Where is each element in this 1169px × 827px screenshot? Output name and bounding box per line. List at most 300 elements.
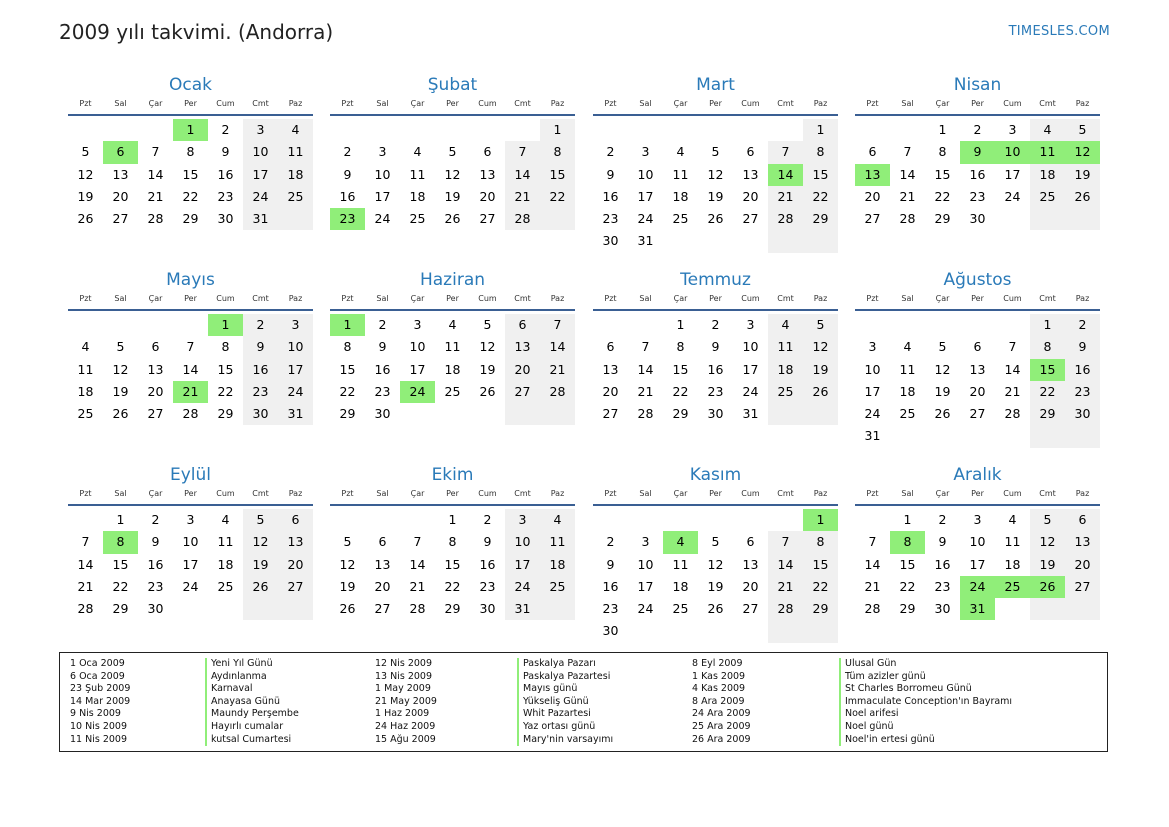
empty-cell — [1030, 598, 1065, 620]
weekday-label: Cum — [478, 489, 497, 498]
day-cell: 3 — [746, 317, 755, 332]
day-cell: 16 — [339, 188, 356, 204]
legend-date: 13 Nis 2009 — [375, 670, 432, 682]
day-cell: 13 — [505, 336, 540, 358]
day-cell: 12 — [934, 361, 951, 377]
empty-cell — [103, 119, 138, 141]
day-cell: 12 — [339, 556, 356, 572]
legend-name-column — [839, 658, 1012, 746]
weekday-label: Paz — [550, 489, 565, 498]
weekday-label: Sal — [114, 489, 127, 498]
day-cell: 31 — [505, 598, 540, 620]
empty-cell — [435, 403, 470, 425]
day-cell: 17 — [278, 359, 313, 381]
day-cell: 24 — [243, 186, 278, 208]
day-cell: 14 — [182, 361, 199, 377]
day-cell: 24 — [742, 383, 759, 399]
empty-cell — [890, 314, 925, 336]
month-block — [593, 269, 838, 425]
day-cell: 22 — [339, 383, 356, 399]
day-cell: 17 — [182, 556, 199, 572]
day-cell: 28 — [899, 211, 916, 227]
day-cell: 28 — [540, 381, 575, 403]
legend-date: 24 Ara 2009 — [692, 708, 751, 720]
day-cell: 31 — [864, 428, 881, 444]
day-cell: 9 — [606, 556, 615, 572]
weekday-label: Sal — [639, 489, 652, 498]
month-name: Ekim — [431, 465, 474, 485]
day-cell: 23 — [1065, 381, 1100, 403]
weekday-header — [68, 98, 313, 116]
weekday-label: Paz — [1075, 99, 1090, 108]
holiday-legend — [59, 652, 1108, 752]
weekday-label: Per — [446, 489, 459, 498]
day-cell: 18 — [444, 361, 461, 377]
day-cell: 13 — [112, 166, 129, 182]
day-cell: 20 — [969, 383, 986, 399]
day-cell: 1 — [116, 512, 125, 527]
day-cell: 19 — [444, 188, 461, 204]
day-cell: 20 — [864, 188, 881, 204]
day-cell: 22 — [217, 383, 234, 399]
day-cell: 20 — [278, 554, 313, 576]
day-cell: 24 — [864, 406, 881, 422]
month-name: Kasım — [689, 465, 742, 485]
weekday-label: Paz — [288, 294, 303, 303]
legend-holiday-name: Maundy Perşembe — [205, 708, 299, 721]
month-block — [855, 464, 1100, 620]
site-link[interactable]: TIMESLES.COM — [1008, 24, 1110, 39]
day-cell: 17 — [243, 164, 278, 186]
day-cell: 6 — [378, 534, 387, 550]
day-cell: 10 — [278, 336, 313, 358]
weekday-header — [330, 293, 575, 311]
day-cell: 18 — [768, 359, 803, 381]
empty-cell — [733, 620, 768, 642]
weekday-label: Cum — [741, 489, 760, 498]
legend-date: 10 Nis 2009 — [70, 720, 127, 732]
weekday-label: Pzt — [79, 489, 92, 498]
weekday-label: Per — [709, 294, 722, 303]
day-cell: 18 — [278, 164, 313, 186]
day-cell: 18 — [540, 554, 575, 576]
empty-cell — [138, 314, 173, 336]
day-cell: 19 — [934, 383, 951, 399]
weekday-label: Cum — [478, 99, 497, 108]
day-cell: 17 — [742, 361, 759, 377]
day-cell: 17 — [1004, 166, 1021, 182]
weekday-label: Per — [446, 294, 459, 303]
weekday-label: Cmt — [777, 489, 794, 498]
day-cell: 12 — [243, 531, 278, 553]
day-cell: 16 — [243, 359, 278, 381]
day-cell: 8 — [186, 144, 195, 160]
day-cell: 13 — [374, 556, 391, 572]
month-block — [330, 74, 575, 230]
legend-date-column — [70, 658, 130, 746]
day-grid — [593, 509, 838, 643]
month-name: Mart — [696, 75, 735, 95]
weekday-label: Paz — [550, 294, 565, 303]
day-cell: 9 — [343, 166, 352, 182]
legend-holiday-name: St Charles Borromeu Günü — [839, 683, 1012, 696]
day-cell: 8 — [343, 339, 352, 355]
day-cell: 9 — [938, 534, 947, 550]
day-cell: 28 — [147, 211, 164, 227]
weekday-label: Pzt — [604, 99, 617, 108]
day-cell: 27 — [742, 211, 759, 227]
day-cell: 13 — [1065, 531, 1100, 553]
day-cell: 26 — [803, 381, 838, 403]
empty-cell — [103, 314, 138, 336]
day-cell: 4 — [448, 317, 457, 332]
weekday-label: Çar — [148, 294, 163, 303]
day-cell: 11 — [672, 166, 689, 182]
day-cell: 25 — [409, 211, 426, 227]
day-cell: 8 — [803, 531, 838, 553]
empty-cell — [400, 119, 435, 141]
month-block — [593, 464, 838, 643]
day-cell: 1 — [938, 122, 947, 137]
day-cell: 30 — [217, 211, 234, 227]
month-block — [68, 74, 313, 230]
weekday-label: Cmt — [777, 294, 794, 303]
day-cell: 15 — [803, 164, 838, 186]
day-cell: 26 — [444, 211, 461, 227]
empty-cell — [733, 509, 768, 531]
empty-cell — [890, 425, 925, 447]
empty-cell — [435, 119, 470, 141]
day-cell: 5 — [711, 144, 720, 160]
day-cell: 1 — [208, 314, 243, 336]
legend-holiday-name: Whit Pazartesi — [517, 708, 613, 721]
day-cell: 9 — [711, 339, 720, 355]
day-cell: 9 — [378, 339, 387, 355]
weekday-label: Paz — [288, 99, 303, 108]
day-cell: 29 — [339, 406, 356, 422]
day-cell: 29 — [899, 601, 916, 617]
empty-cell — [365, 509, 400, 531]
day-cell: 14 — [409, 556, 426, 572]
day-cell: 24 — [637, 211, 654, 227]
empty-cell — [208, 598, 243, 620]
month-name: Aralık — [953, 465, 1002, 485]
day-cell: 29 — [803, 598, 838, 620]
weekday-header — [855, 488, 1100, 506]
empty-cell — [470, 403, 505, 425]
weekday-label: Pzt — [341, 99, 354, 108]
empty-cell — [593, 314, 628, 336]
day-cell: 5 — [1065, 119, 1100, 141]
weekday-label: Pzt — [79, 99, 92, 108]
day-cell: 5 — [803, 314, 838, 336]
day-cell: 19 — [803, 359, 838, 381]
day-cell: 19 — [112, 383, 129, 399]
weekday-label: Çar — [148, 99, 163, 108]
day-cell: 16 — [934, 556, 951, 572]
day-cell: 27 — [969, 406, 986, 422]
month-block — [593, 74, 838, 253]
day-cell: 2 — [606, 534, 615, 550]
day-cell: 5 — [243, 509, 278, 531]
weekday-label: Pzt — [341, 489, 354, 498]
day-cell: 30 — [1065, 403, 1100, 425]
day-cell: 19 — [339, 578, 356, 594]
day-cell: 20 — [1065, 554, 1100, 576]
day-cell: 19 — [1030, 554, 1065, 576]
weekday-label: Pzt — [866, 489, 879, 498]
day-cell: 23 — [934, 578, 951, 594]
day-cell: 28 — [1004, 406, 1021, 422]
day-cell: 12 — [77, 166, 94, 182]
legend-date: 8 Eyl 2009 — [692, 658, 743, 669]
day-cell: 21 — [637, 383, 654, 399]
day-cell: 15 — [934, 166, 951, 182]
day-cell: 11 — [899, 361, 916, 377]
day-cell: 23 — [969, 188, 986, 204]
day-cell: 8 — [540, 141, 575, 163]
day-cell: 10 — [864, 361, 881, 377]
day-cell: 16 — [602, 188, 619, 204]
day-cell: 24 — [278, 381, 313, 403]
day-grid — [330, 509, 575, 620]
day-cell: 22 — [672, 383, 689, 399]
day-cell: 2 — [938, 512, 947, 527]
day-grid — [855, 119, 1100, 230]
day-cell: 11 — [672, 556, 689, 572]
day-cell: 16 — [602, 578, 619, 594]
day-cell: 25 — [672, 211, 689, 227]
day-cell: 8 — [676, 339, 685, 355]
empty-cell — [540, 208, 575, 230]
day-grid — [68, 509, 313, 620]
day-cell: 19 — [707, 578, 724, 594]
day-cell: 31 — [243, 208, 278, 230]
day-cell: 13 — [742, 556, 759, 572]
day-cell: 26 — [112, 406, 129, 422]
legend-date-column — [692, 658, 751, 746]
month-name: Haziran — [419, 270, 486, 290]
day-cell: 11 — [278, 141, 313, 163]
empty-cell — [628, 119, 663, 141]
day-cell: 30 — [374, 406, 391, 422]
day-cell: 24 — [637, 601, 654, 617]
day-cell: 2 — [1065, 314, 1100, 336]
day-cell: 1 — [448, 512, 457, 527]
day-cell: 4 — [676, 144, 685, 160]
weekday-header — [593, 488, 838, 506]
weekday-label: Pzt — [604, 294, 617, 303]
empty-cell — [593, 119, 628, 141]
day-cell: 1 — [1030, 314, 1065, 336]
day-cell: 16 — [969, 166, 986, 182]
legend-holiday-name: Hayırlı cumalar — [205, 721, 299, 734]
weekday-label: Cum — [478, 294, 497, 303]
empty-cell — [995, 425, 1030, 447]
day-cell: 26 — [707, 211, 724, 227]
empty-cell — [1030, 425, 1065, 447]
month-block — [68, 269, 313, 425]
legend-holiday-name: Anayasa Günü — [205, 696, 299, 709]
month-block — [855, 74, 1100, 230]
empty-cell — [995, 208, 1030, 230]
day-cell: 25 — [540, 576, 575, 598]
legend-date: 12 Nis 2009 — [375, 658, 432, 669]
weekday-label: Sal — [901, 489, 914, 498]
day-cell: 25 — [899, 406, 916, 422]
day-cell: 20 — [602, 383, 619, 399]
legend-date: 15 Ağu 2009 — [375, 733, 436, 745]
weekday-label: Per — [446, 99, 459, 108]
legend-holiday-name: Paskalya Pazarı — [517, 658, 613, 671]
empty-cell — [960, 425, 995, 447]
day-cell: 6 — [483, 144, 492, 160]
day-cell: 16 — [1065, 359, 1100, 381]
legend-name-column — [205, 658, 299, 746]
day-cell: 2 — [483, 512, 492, 527]
day-cell: 17 — [505, 554, 540, 576]
day-cell: 7 — [186, 339, 195, 355]
day-cell: 10 — [969, 534, 986, 550]
empty-cell — [540, 598, 575, 620]
empty-cell — [768, 620, 803, 642]
day-cell: 2 — [711, 317, 720, 332]
day-cell: 1 — [330, 314, 365, 336]
month-name: Mayıs — [166, 270, 215, 290]
day-cell: 1 — [903, 512, 912, 527]
empty-cell — [138, 119, 173, 141]
day-cell: 7 — [868, 534, 877, 550]
day-cell: 23 — [374, 383, 391, 399]
day-cell: 19 — [1065, 164, 1100, 186]
weekday-label: Paz — [1075, 294, 1090, 303]
day-cell: 26 — [77, 211, 94, 227]
day-cell: 8 — [890, 531, 925, 553]
day-cell: 1 — [173, 119, 208, 141]
day-cell: 30 — [243, 403, 278, 425]
day-cell: 12 — [479, 339, 496, 355]
day-cell: 8 — [803, 141, 838, 163]
day-cell: 4 — [768, 314, 803, 336]
empty-cell — [663, 119, 698, 141]
day-cell: 23 — [602, 601, 619, 617]
month-name: Nisan — [953, 75, 1002, 95]
day-cell: 17 — [637, 578, 654, 594]
day-cell: 21 — [899, 188, 916, 204]
day-cell: 24 — [1004, 188, 1021, 204]
day-cell: 17 — [864, 383, 881, 399]
weekday-label: Paz — [813, 294, 828, 303]
day-cell: 13 — [278, 531, 313, 553]
day-cell: 11 — [409, 166, 426, 182]
day-cell: 24 — [960, 576, 995, 598]
day-cell: 3 — [378, 144, 387, 160]
day-cell: 30 — [969, 211, 986, 227]
day-cell: 19 — [479, 361, 496, 377]
weekday-label: Çar — [935, 489, 950, 498]
weekday-label: Pzt — [866, 294, 879, 303]
empty-cell — [768, 403, 803, 425]
day-cell: 6 — [151, 339, 160, 355]
weekday-label: Cum — [741, 99, 760, 108]
day-cell: 8 — [1030, 336, 1065, 358]
day-cell: 11 — [1030, 141, 1065, 163]
day-cell: 23 — [330, 208, 365, 230]
day-cell: 18 — [672, 188, 689, 204]
empty-cell — [698, 230, 733, 252]
day-cell: 12 — [112, 361, 129, 377]
day-grid — [593, 314, 838, 425]
day-cell: 22 — [1030, 381, 1065, 403]
empty-cell — [855, 314, 890, 336]
day-cell: 31 — [960, 598, 995, 620]
day-cell: 29 — [1030, 403, 1065, 425]
day-cell: 8 — [938, 144, 947, 160]
empty-cell — [768, 230, 803, 252]
empty-cell — [1065, 598, 1100, 620]
day-cell: 6 — [868, 144, 877, 160]
day-cell: 7 — [540, 314, 575, 336]
empty-cell — [505, 119, 540, 141]
day-cell: 22 — [803, 576, 838, 598]
day-cell: 2 — [343, 144, 352, 160]
weekday-label: Per — [971, 294, 984, 303]
day-cell: 13 — [742, 166, 759, 182]
day-cell: 3 — [278, 314, 313, 336]
weekday-label: Çar — [673, 99, 688, 108]
empty-cell — [365, 119, 400, 141]
weekday-header — [855, 293, 1100, 311]
weekday-header — [855, 98, 1100, 116]
empty-cell — [400, 509, 435, 531]
day-cell: 10 — [637, 166, 654, 182]
day-cell: 5 — [483, 317, 492, 332]
weekday-label: Çar — [935, 99, 950, 108]
legend-date-column — [375, 658, 437, 746]
weekday-label: Paz — [1075, 489, 1090, 498]
day-cell: 4 — [1008, 512, 1017, 527]
empty-cell — [925, 314, 960, 336]
weekday-label: Cum — [216, 489, 235, 498]
weekday-label: Çar — [410, 489, 425, 498]
month-block — [855, 269, 1100, 448]
empty-cell — [803, 230, 838, 252]
legend-holiday-name: Noel günü — [839, 721, 1012, 734]
weekday-label: Cmt — [1039, 294, 1056, 303]
empty-cell — [68, 119, 103, 141]
day-cell: 26 — [707, 601, 724, 617]
day-cell: 15 — [112, 556, 129, 572]
day-cell: 11 — [1004, 534, 1021, 550]
weekday-label: Cmt — [252, 294, 269, 303]
day-cell: 28 — [505, 208, 540, 230]
weekday-label: Cmt — [1039, 99, 1056, 108]
empty-cell — [995, 314, 1030, 336]
day-cell: 25 — [217, 578, 234, 594]
day-cell: 4 — [1030, 119, 1065, 141]
legend-holiday-name: Immaculate Conception'ın Bayramı — [839, 696, 1012, 709]
day-cell: 2 — [243, 314, 278, 336]
day-cell: 28 — [77, 601, 94, 617]
month-block — [68, 464, 313, 620]
empty-cell — [505, 403, 540, 425]
day-cell: 14 — [864, 556, 881, 572]
empty-cell — [1065, 425, 1100, 447]
weekday-label: Cum — [1003, 99, 1022, 108]
day-cell: 2 — [151, 512, 160, 527]
day-cell: 18 — [672, 578, 689, 594]
legend-holiday-name: Mary'nin varsayımı — [517, 734, 613, 747]
